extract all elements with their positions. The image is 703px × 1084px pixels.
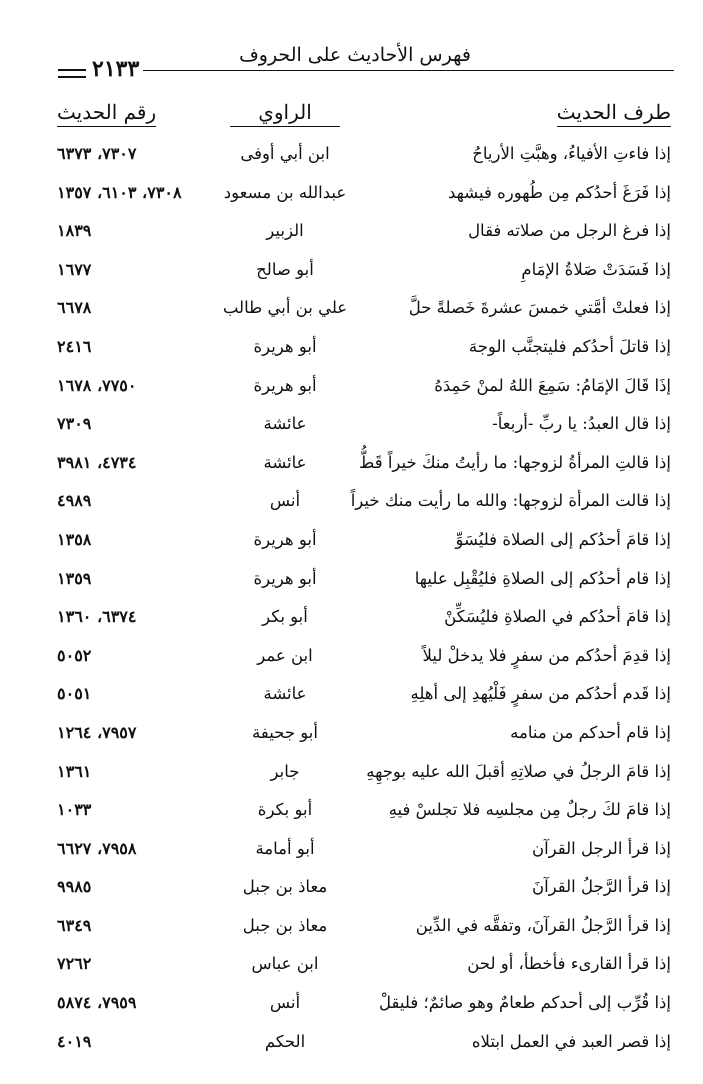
- table-row: [0, 601, 703, 640]
- hadith-number: ٦٣٧٤، ١٣٦٠: [57, 607, 137, 627]
- column-header-number: رقم الحديث: [57, 100, 156, 127]
- hadith-number: ٦٦٧٨: [57, 298, 92, 318]
- table-row: [0, 177, 703, 216]
- hadith-number: ٦٣٤٩: [57, 915, 92, 935]
- narrator-name: عائشة: [263, 684, 307, 704]
- narrator-name: الحكم: [264, 1031, 306, 1051]
- table-row: [0, 292, 703, 331]
- table-row: [0, 678, 703, 717]
- narrator-name: ابن عمر: [257, 645, 313, 665]
- narrator-name: أبو أمامة: [255, 838, 315, 858]
- hadith-number: ٧٩٥٨، ٦٦٢٧: [57, 838, 137, 858]
- hadith-text: إذا قرأ الرَّجلُ القرآنَ، وتفقَّه في الدِّين: [415, 915, 671, 935]
- table-row: [0, 485, 703, 524]
- hadith-number: ٥٠٥٢: [57, 645, 92, 665]
- hadith-text: إذا قام أحدكم من منامه: [510, 722, 671, 742]
- narrator-name: أبو هريرة: [253, 529, 317, 549]
- table-row: [0, 370, 703, 409]
- narrator-name: أبو هريرة: [253, 375, 317, 395]
- table-row: [0, 331, 703, 370]
- narrator-name: أبو بكرة: [257, 800, 313, 820]
- hadith-number: ٩٩٨٥: [57, 877, 92, 897]
- running-title: فهرس الأحاديث على الحروف: [239, 44, 471, 66]
- table-row: [0, 215, 703, 254]
- hadith-text: إذا قصر العبد في العمل ابتلاه: [471, 1031, 671, 1051]
- hadith-text: إذا فعلتْ أمَّتي خمسَ عشرةَ خَصلةً حلَّ: [408, 298, 671, 318]
- hadith-number: ٤٩٨٩: [57, 491, 92, 511]
- hadith-text: إذا فَسَدَتْ صَلاةُ الإمَامِ: [521, 259, 671, 279]
- column-header-narrator: الراوي: [230, 100, 340, 127]
- hadith-number: ٤٠١٩: [57, 1031, 92, 1051]
- table-row: [0, 794, 703, 833]
- hadith-number: ٧٣٠٩: [57, 414, 92, 434]
- hadith-number: ١٨٣٩: [57, 221, 92, 241]
- hadith-text: إذا قامَ أحدُكم في الصلاةِ فليُسَكِّنْ: [444, 607, 671, 627]
- column-header-hadith: طرف الحديث: [557, 100, 671, 127]
- hadith-text: إذا قام أحدُكم إلى الصلاةِ فليُقْبِل عليها: [414, 568, 671, 588]
- hadith-text: إذا قُرِّب إلى أحدكم طعامٌ وهو صائمٌ؛ فليقلْ: [379, 993, 671, 1013]
- hadith-number: ٢٤١٦: [57, 336, 92, 356]
- hadith-text: إذا قامَ أحدُكم إلى الصلاة فليُسَوِّ: [455, 529, 671, 549]
- table-row: [0, 640, 703, 679]
- table-row: [0, 987, 703, 1026]
- hadith-number: ١٣٥٩: [57, 568, 92, 588]
- narrator-name: ابن أبي أوفى: [240, 144, 330, 163]
- hadith-text: إذا قامَ لكَ رجلٌ مِن مجلسِه فلا تجلسْ فيهِ: [388, 800, 671, 820]
- column-headers: [0, 100, 703, 130]
- table-row: [0, 871, 703, 910]
- narrator-name: أنس: [269, 491, 301, 511]
- hadith-number: ١٣٦١: [57, 761, 92, 781]
- page-number: ٢١٣٣: [88, 56, 143, 82]
- hadith-number: ٧٩٥٩، ٥٨٧٤: [57, 993, 137, 1013]
- hadith-text: إذا قرأ الرجل القرآن: [531, 838, 671, 858]
- hadith-number: ١٦٧٧: [57, 259, 92, 279]
- table-row: [0, 756, 703, 795]
- hadith-text: إذا فاءتِ الأفياءُ، وهبَّتِ الأرياحُ: [472, 144, 671, 163]
- narrator-name: علي بن أبي طالب: [222, 298, 348, 318]
- hadith-text: إذا قَدم أحدُكم من سفرٍ فَلْيُهدِ إلى أهلِهِ: [410, 684, 671, 704]
- hadith-number: ١٠٣٣: [57, 800, 92, 820]
- table-row: [0, 948, 703, 987]
- narrator-name: أبو بكر: [262, 607, 308, 627]
- hadith-number: ٧٩٥٧، ١٢٦٤: [57, 722, 137, 742]
- narrator-name: أنس: [269, 993, 301, 1013]
- hadith-number: ٧٣٠٨، ٦١٠٣، ١٣٥٧: [57, 182, 182, 202]
- hadith-text: إذا قالتِ المرأةُ لزوجها: ما رأيتُ منكَ خيراً قَطُّ: [359, 452, 671, 472]
- table-row: [0, 254, 703, 293]
- hadith-text: إذا فرغ الرجل من صلاته فقال: [468, 221, 671, 241]
- hadith-number: ٧٣٠٧، ٦٣٧٣: [57, 144, 137, 163]
- table-row: [0, 408, 703, 447]
- table-row: [0, 138, 703, 177]
- narrator-name: أبو صالح: [256, 259, 314, 279]
- hadith-text: إذا قرأ القارىء فأخطأ، أو لحن: [467, 954, 671, 974]
- table-row: [0, 524, 703, 563]
- table-row: [0, 447, 703, 486]
- hadith-text: إذا قالت المرأة لزوجها: والله ما رأيت منك خيراً: [350, 491, 671, 511]
- hadith-text: إذا قاتلَ أحدُكم فليتجنَّب الوجهَ: [468, 336, 671, 356]
- narrator-name: الزبير: [266, 221, 304, 241]
- table-row: [0, 833, 703, 872]
- header-rule: [140, 70, 674, 71]
- page-number-block: [58, 58, 168, 80]
- hadith-text: إذا قال العبدُ: يا ربِّ -أربعاً-: [492, 414, 671, 434]
- table-row: [0, 1026, 703, 1065]
- narrator-name: أبو هريرة: [253, 336, 317, 356]
- hadith-number: ٧٢٦٢: [57, 954, 92, 974]
- table-row: [0, 910, 703, 949]
- hadith-number: ١٣٥٨: [57, 529, 92, 549]
- hadith-text: إذَا قَالَ الإمَامُ: سَمِعَ اللهُ لمنْ حَمِدَهُ: [434, 375, 671, 395]
- hadith-number: ٤٧٣٤، ٣٩٨١: [57, 452, 137, 472]
- table-row: [0, 563, 703, 602]
- hadith-text: إذا قدِمَ أحدُكم من سفرٍ فلا يدخلْ ليلاً: [422, 645, 671, 665]
- hadith-text: إذا فَرَغَ أحدُكم مِن طُهوره فيشهد: [448, 182, 671, 202]
- narrator-name: ابن عباس: [251, 954, 319, 974]
- narrator-name: عائشة: [263, 414, 307, 434]
- narrator-name: جابر: [270, 761, 300, 781]
- narrator-name: عبدالله بن مسعود: [223, 182, 347, 202]
- hadith-text: إذا قرأ الرَّجلُ القرآنَ: [531, 877, 671, 897]
- hadith-number: ٧٧٥٠، ١٦٧٨: [57, 375, 137, 395]
- hadith-index-table: [0, 138, 703, 1064]
- narrator-name: أبو جحيفة: [252, 722, 318, 742]
- hadith-number: ٥٠٥١: [57, 684, 92, 704]
- narrator-name: عائشة: [263, 452, 307, 472]
- narrator-name: معاذ بن جبل: [242, 915, 328, 935]
- narrator-name: أبو هريرة: [253, 568, 317, 588]
- table-row: [0, 717, 703, 756]
- hadith-text: إذا قامَ الرجلُ في صلاتِهِ أقبلَ الله عليه بوجهِهِ: [366, 761, 671, 781]
- narrator-name: معاذ بن جبل: [242, 877, 328, 897]
